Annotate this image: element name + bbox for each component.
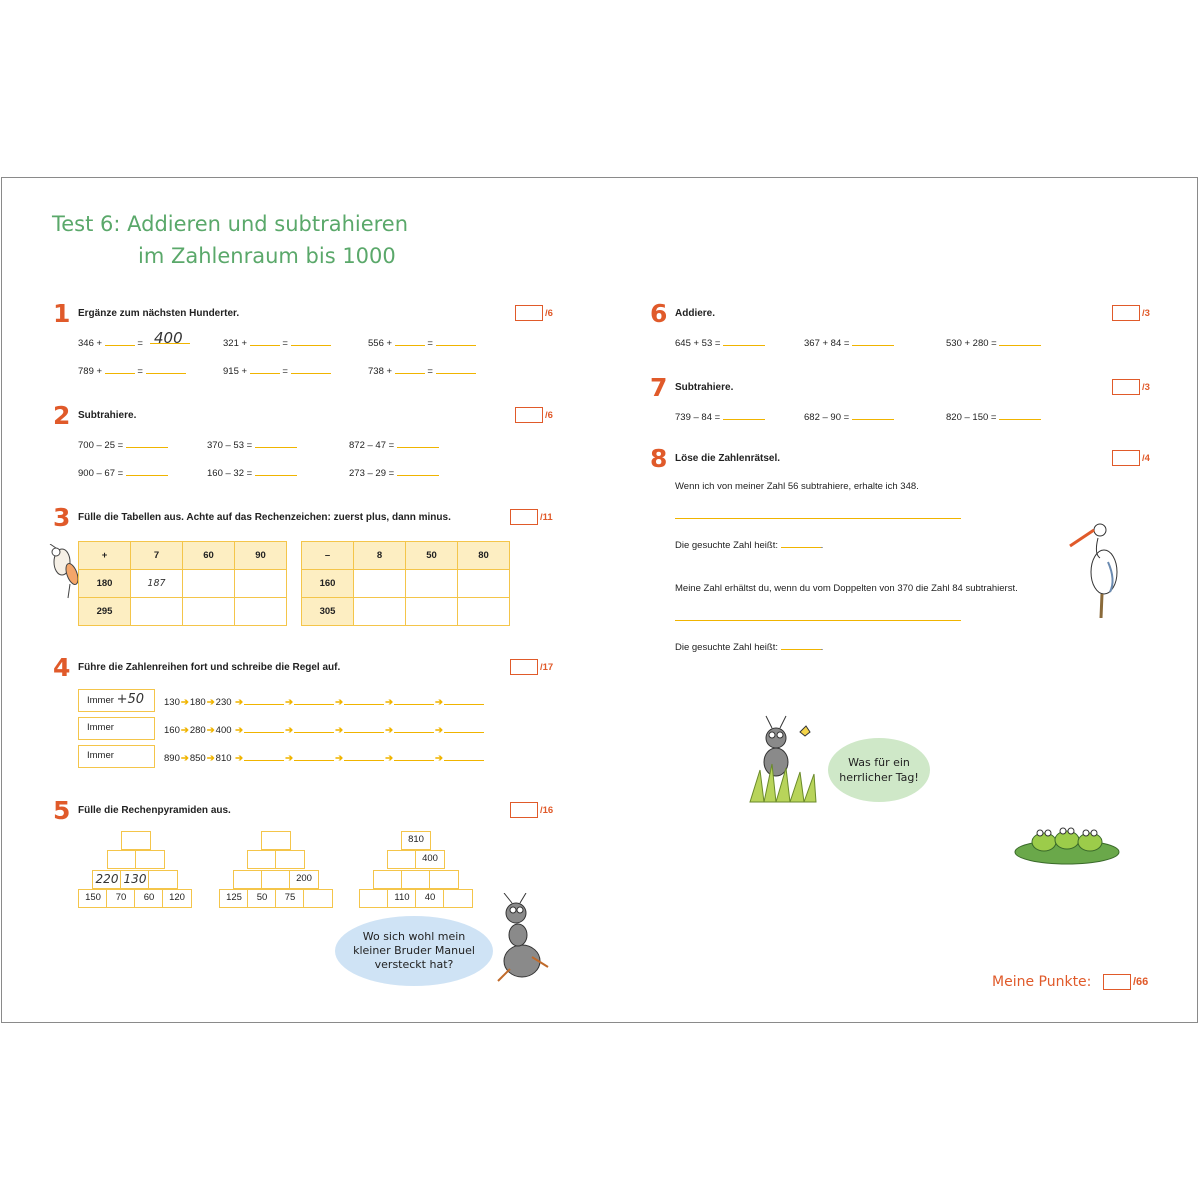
equation: 700 – 25 = [78, 438, 168, 451]
answer-line[interactable] [675, 518, 961, 519]
task-number: 6 [650, 299, 668, 328]
task-heading: Addiere. [675, 308, 716, 319]
table-cell[interactable] [354, 598, 406, 626]
equation: 556 + = [368, 336, 476, 349]
equation: 645 + 53 = [675, 336, 765, 349]
pyramid-cell[interactable] [373, 870, 403, 889]
answer-line[interactable] [675, 620, 961, 621]
task-number: 8 [650, 444, 668, 473]
equation: 370 – 53 = [207, 438, 297, 451]
task-number: 3 [53, 503, 71, 532]
task-number: 1 [53, 299, 71, 328]
equation: 915 + = [223, 364, 331, 377]
score-box[interactable] [1112, 379, 1140, 395]
task-number: 5 [53, 796, 71, 825]
riddle-text: Wenn ich von meiner Zahl 56 subtrahiere, erhalte ich 348. [675, 481, 919, 492]
frogs-illustration [1012, 820, 1122, 866]
table-cell[interactable] [235, 570, 287, 598]
table-cell[interactable] [458, 570, 510, 598]
equation: 682 – 90 = [804, 410, 894, 423]
number-sequence: 130➔180➔230 ➔ ➔ ➔ ➔ ➔ [164, 695, 484, 708]
pyramid-cell[interactable] [148, 870, 178, 889]
table-cell[interactable] [354, 570, 406, 598]
task-heading: Ergänze zum nächsten Hunderter. [78, 308, 240, 319]
answer-prompt: Die gesuchte Zahl heißt: . [675, 642, 824, 653]
equation: 872 – 47 = [349, 438, 439, 451]
stork-illustration [1068, 518, 1124, 622]
score-box[interactable] [1112, 305, 1140, 321]
table-row-header: 305 [302, 598, 354, 626]
table-operator: + [79, 542, 131, 570]
pyramid-cell: 200 [289, 870, 319, 889]
table-row-header: 295 [79, 598, 131, 626]
total-score-box[interactable] [1103, 974, 1131, 990]
task-number: 7 [650, 373, 668, 402]
equation: 530 + 280 = [946, 336, 1041, 349]
total-max: /66 [1133, 976, 1149, 988]
pyramid-cell: 125 [219, 889, 249, 908]
task-heading: Fülle die Rechenpyramiden aus. [78, 805, 231, 816]
task-heading: Führe die Zahlenreihen fort und schreibe die Regel auf. [78, 662, 341, 673]
score-max: /17 [540, 662, 554, 673]
pyramid-cell[interactable] [107, 850, 137, 869]
number-sequence: 890➔850➔810 ➔ ➔ ➔ ➔ ➔ [164, 751, 484, 764]
pyramid-cell[interactable] [387, 850, 417, 869]
table-cell[interactable]: 187 [131, 570, 183, 598]
rule-box[interactable]: Immer [78, 745, 155, 768]
pyramid-cell[interactable] [303, 889, 333, 908]
score-max: /4 [1142, 453, 1150, 464]
pyramid-cell: 120 [162, 889, 192, 908]
answer-prompt: Die gesuchte Zahl heißt: . [675, 540, 824, 551]
equation: 367 + 84 = [804, 336, 894, 349]
pyramid-cell: 400 [415, 850, 445, 869]
score-box[interactable] [510, 659, 538, 675]
table-header: 8 [354, 542, 406, 570]
table-cell[interactable] [458, 598, 510, 626]
page-title: Test 6: Addieren und subtrahieren [52, 212, 409, 236]
table-cell[interactable] [131, 598, 183, 626]
score-max: /3 [1142, 308, 1150, 319]
task-heading: Subtrahiere. [675, 382, 734, 393]
table-cell[interactable] [183, 598, 235, 626]
table-cell[interactable] [406, 570, 458, 598]
pyramid-cell: 60 [134, 889, 164, 908]
task-number: 4 [53, 653, 71, 682]
number-sequence: 160➔280➔400 ➔ ➔ ➔ ➔ ➔ [164, 723, 484, 736]
pyramid-cell[interactable] [261, 870, 291, 889]
pyramid-cell[interactable]: 130 [120, 870, 150, 889]
rule-box[interactable]: Immer [78, 717, 155, 740]
pyramid-cell[interactable] [429, 870, 459, 889]
pyramid-cell[interactable] [135, 850, 165, 869]
table-row-header: 180 [79, 570, 131, 598]
riddle-text: Meine Zahl erhältst du, wenn du vom Doppelten von 370 die Zahl 84 subtrahierst. [675, 583, 1018, 594]
ant-illustration [492, 893, 554, 985]
equation: 346 + = [78, 338, 143, 349]
table-cell[interactable] [406, 598, 458, 626]
equation: 160 – 32 = [207, 466, 297, 479]
score-max: /3 [1142, 382, 1150, 393]
total-points-label: Meine Punkte: [992, 974, 1092, 990]
equation: 321 + = [223, 336, 331, 349]
table-operator: – [302, 542, 354, 570]
pyramid-cell: 110 [387, 889, 417, 908]
score-box[interactable] [510, 509, 538, 525]
plus-table [78, 541, 287, 626]
worksheet-page [1, 177, 1198, 1023]
task-heading: Fülle die Tabellen aus. Achte auf das Rechenzeichen: zuerst plus, dann minus. [78, 512, 451, 523]
pyramid-cell: 70 [106, 889, 136, 908]
table-header: 50 [406, 542, 458, 570]
table-header: 90 [235, 542, 287, 570]
pyramid-cell[interactable] [275, 850, 305, 869]
equation: 900 – 67 = [78, 466, 168, 479]
score-box[interactable] [515, 305, 543, 321]
rule-box[interactable]: Immer +50 [78, 689, 155, 712]
task-heading: Subtrahiere. [78, 410, 137, 421]
score-box[interactable] [1112, 450, 1140, 466]
equation: 273 – 29 = [349, 466, 439, 479]
handwritten-answer: 400 [154, 329, 183, 347]
table-header: 80 [458, 542, 510, 570]
speech-bubble-right: Was für ein herrlicher Tag! [828, 738, 930, 802]
pyramid-cell[interactable] [359, 889, 389, 908]
task-heading: Löse die Zahlenrätsel. [675, 453, 781, 464]
table-row-header: 160 [302, 570, 354, 598]
minus-table [301, 541, 510, 626]
pyramid-cell: 50 [247, 889, 277, 908]
pyramid-cell[interactable] [401, 870, 431, 889]
pyramid-cell[interactable] [261, 831, 291, 850]
ant-grass-illustration [746, 712, 832, 808]
pyramid-cell[interactable] [443, 889, 473, 908]
score-max: /11 [540, 512, 553, 523]
pyramid-cell[interactable] [121, 831, 151, 850]
pyramid-cell: 75 [275, 889, 305, 908]
score-box[interactable] [510, 802, 538, 818]
equation: 789 + = [78, 364, 186, 377]
table-cell[interactable] [183, 570, 235, 598]
score-box[interactable] [515, 407, 543, 423]
pyramid-cell: 150 [78, 889, 108, 908]
pyramid-cell[interactable]: 220 [92, 870, 122, 889]
equation: 820 – 150 = [946, 410, 1041, 423]
page-subtitle: im Zahlenraum bis 1000 [138, 244, 396, 268]
score-max: /16 [540, 805, 554, 816]
score-max: /6 [545, 308, 553, 319]
pyramid-cell[interactable] [233, 870, 263, 889]
equation: 738 + = [368, 364, 476, 377]
speech-bubble-left: Wo sich wohl mein kleiner Bruder Manuel versteckt hat? [335, 916, 493, 986]
table-header: 60 [183, 542, 235, 570]
table-header: 7 [131, 542, 183, 570]
score-max: /6 [545, 410, 553, 421]
pyramid-cell: 40 [415, 889, 445, 908]
pyramid-cell: 810 [401, 831, 431, 850]
equation: 739 – 84 = [675, 410, 765, 423]
table-cell[interactable] [235, 598, 287, 626]
task-number: 2 [53, 401, 71, 430]
bug-illustration [46, 544, 82, 600]
pyramid-cell[interactable] [247, 850, 277, 869]
